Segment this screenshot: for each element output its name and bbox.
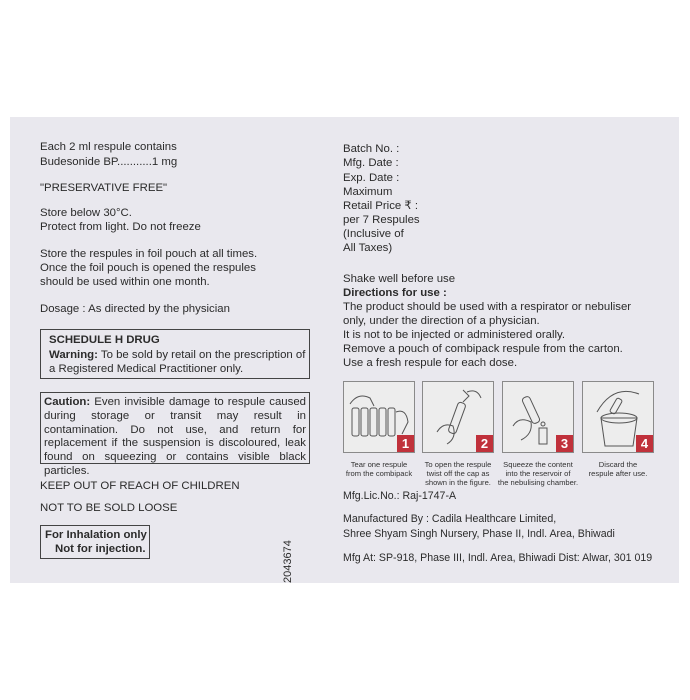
- step-3-number: 3: [556, 435, 573, 452]
- mfg-licence: Mfg.Lic.No.: Raj-1747-A: [343, 490, 457, 502]
- inhalation-line-2: Not for injection.: [55, 543, 146, 555]
- directions-line-1: The product should be used with a respirator or nebuliser: [343, 301, 632, 313]
- foil-line-3: should be used within one month.: [40, 276, 210, 288]
- warning-line-1: Warning: To be sold by retail on the prescription of: [49, 349, 306, 361]
- price-line-5: All Taxes): [343, 242, 393, 254]
- mfg-date: Mfg. Date :: [343, 157, 399, 169]
- directions-line-5: Use a fresh respule for each dose.: [343, 357, 518, 369]
- step-3-illustration: [502, 381, 574, 453]
- warning-line-2: a Registered Medical Practitioner only.: [49, 363, 244, 375]
- caution-text: Caution: Even invisible damage to respule caused during storage or transit may result in contamination. Do not use, and return for replacement if the suspension is discoloured, leak found on squeezing or contains visible black particles.: [44, 396, 306, 477]
- inhalation-box: [40, 525, 150, 559]
- batch-number: Batch No. :: [343, 143, 400, 155]
- step-2-caption: To open the respule twist off the cap as shown in the figure.: [424, 460, 492, 487]
- manufactured-by-line-2: Shree Shyam Singh Nursery, Phase II, Indl. Area, Bhiwadi: [343, 528, 615, 540]
- directions-line-3: It is not to be injected or administered orally.: [343, 329, 566, 341]
- step-1-illustration: [343, 381, 415, 453]
- foil-line-2: Once the foil pouch is opened the respules: [40, 262, 256, 274]
- caution-box: [40, 392, 310, 477]
- schedule-box: [40, 329, 310, 379]
- price-line-1: Maximum: [343, 186, 393, 198]
- directions-line-4: Remove a pouch of combipack respule from the carton.: [343, 343, 623, 355]
- step-1-caption: Tear one respule from the combipack: [345, 460, 413, 478]
- composition-line-2: Budesonide BP...........1 mg: [40, 156, 178, 168]
- preservative-free: "PRESERVATIVE FREE": [40, 182, 168, 194]
- step-4-illustration: [582, 381, 654, 453]
- storage-line-2: Protect from light. Do not freeze: [40, 221, 201, 233]
- step-2-illustration: [422, 381, 494, 453]
- step-4-number: 4: [636, 435, 653, 452]
- exp-date: Exp. Date :: [343, 172, 400, 184]
- step-3-caption: Squeeze the content into the reservoir of the nebulising chamber.: [497, 460, 579, 487]
- step-2-number: 2: [476, 435, 493, 452]
- mfg-at-address: Mfg At: SP-918, Phase III, Indl. Area, Bhiwadi Dist: Alwar, 301 019: [343, 552, 653, 564]
- not-sold-loose: NOT TO BE SOLD LOOSE: [40, 502, 178, 514]
- manufactured-by-line-1: Manufactured By : Cadila Healthcare Limited,: [343, 513, 557, 525]
- foil-line-1: Store the respules in foil pouch at all times.: [40, 248, 258, 260]
- storage-line-1: Store below 30°C.: [40, 207, 132, 219]
- inhalation-line-1: For Inhalation only: [45, 529, 147, 541]
- batch-code-vertical: 2043674: [282, 540, 294, 583]
- step-1-number: 1: [397, 435, 414, 452]
- composition-line-1: Each 2 ml respule contains: [40, 141, 177, 153]
- dosage: Dosage : As directed by the physician: [40, 303, 230, 315]
- step-4-caption: Discard the respule after use.: [588, 460, 648, 478]
- price-line-3: per 7 Respules: [343, 214, 420, 226]
- shake-well: Shake well before use: [343, 273, 456, 285]
- price-line-2: Retail Price ₹ :: [343, 200, 418, 212]
- schedule-title: SCHEDULE H DRUG: [49, 334, 160, 346]
- directions-line-2: only, under the direction of a physician.: [343, 315, 540, 327]
- warning-label: Warning:: [49, 349, 98, 361]
- directions-title: Directions for use :: [343, 287, 447, 299]
- keep-out-of-reach: KEEP OUT OF REACH OF CHILDREN: [40, 480, 240, 492]
- price-line-4: (Inclusive of: [343, 228, 404, 240]
